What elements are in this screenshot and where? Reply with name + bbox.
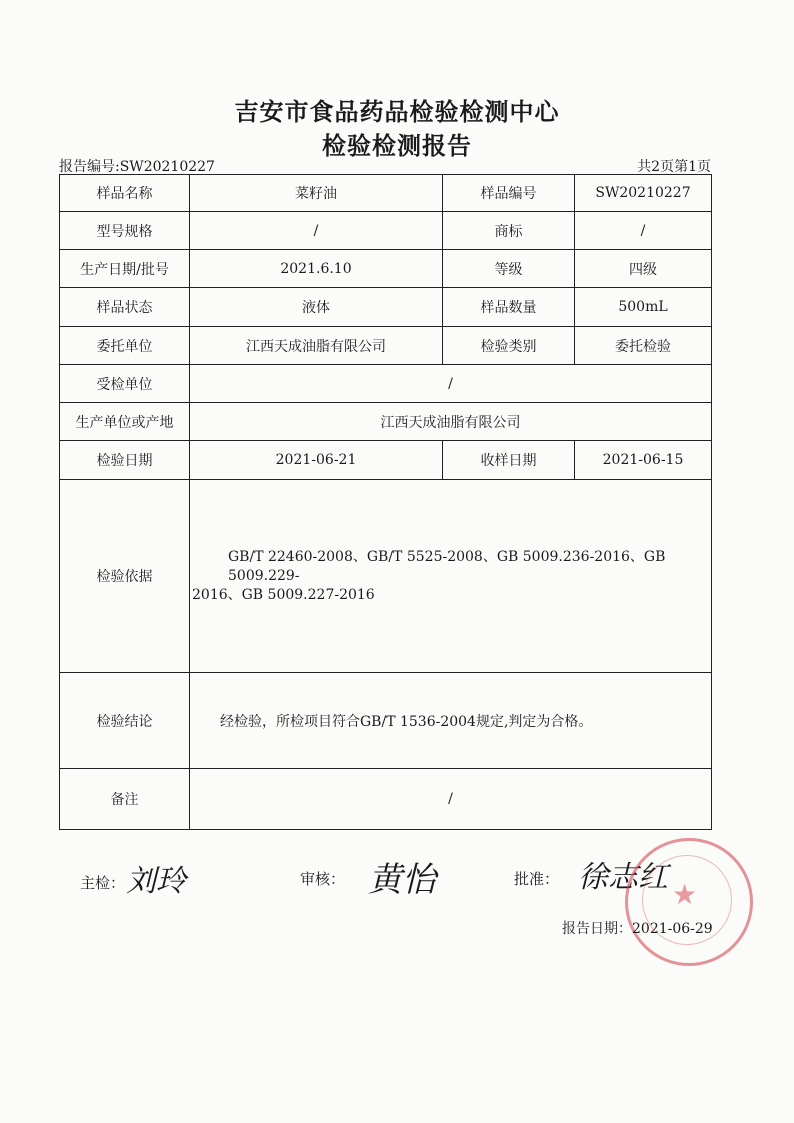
quantity-label: 样品数量 bbox=[443, 288, 575, 327]
receive-date-label: 收样日期 bbox=[443, 441, 575, 480]
receive-date-value: 2021-06-15 bbox=[575, 441, 712, 480]
report-subtitle: 检验检测报告 bbox=[322, 131, 472, 160]
remark-label: 备注 bbox=[60, 769, 190, 830]
state-value: 液体 bbox=[190, 288, 443, 327]
table-row bbox=[60, 403, 712, 441]
reviewer-signature: 黄怡 bbox=[368, 860, 436, 900]
table-row bbox=[60, 327, 712, 365]
quantity-value: 500mL bbox=[575, 288, 712, 327]
conclusion-label: 检验结论 bbox=[60, 673, 190, 769]
report-number: 报告编号:SW20210227 bbox=[59, 159, 215, 175]
table-row bbox=[60, 212, 712, 250]
table-row bbox=[60, 441, 712, 480]
client-value: 江西天成油脂有限公司 bbox=[190, 327, 443, 365]
brand-label: 商标 bbox=[443, 212, 575, 250]
table-row bbox=[60, 769, 712, 830]
table-row bbox=[60, 480, 712, 673]
grade-value: 四级 bbox=[575, 250, 712, 288]
prod-date-label: 生产日期/批号 bbox=[60, 250, 190, 288]
seal-star-icon: ★ bbox=[672, 878, 698, 911]
basis-line-2: 2016、GB 5009.227-2016 bbox=[192, 586, 375, 603]
table-row bbox=[60, 288, 712, 327]
state-label: 样品状态 bbox=[60, 288, 190, 327]
report-table bbox=[59, 174, 712, 830]
client-label: 委托单位 bbox=[60, 327, 190, 365]
remark-value: / bbox=[190, 769, 712, 830]
approver-label: 批准： bbox=[514, 870, 560, 888]
sample-no-value: SW20210227 bbox=[575, 175, 712, 212]
table-row bbox=[60, 673, 712, 769]
producer-value: 江西天成油脂有限公司 bbox=[190, 403, 712, 441]
model-value: / bbox=[190, 212, 443, 250]
approver-signature: 徐志红 bbox=[578, 860, 668, 895]
producer-label: 生产单位或产地 bbox=[60, 403, 190, 441]
inspector-label: 主检： bbox=[80, 874, 126, 892]
inspected-unit-value: / bbox=[190, 365, 712, 403]
test-type-value: 委托检验 bbox=[575, 327, 712, 365]
conclusion-value: 经检验，所检项目符合GB/T 1536-2004规定,判定为合格。 bbox=[190, 673, 712, 769]
table-row bbox=[60, 175, 712, 212]
brand-value: / bbox=[575, 212, 712, 250]
sample-name-value: 菜籽油 bbox=[190, 175, 443, 212]
reviewer-label: 审核： bbox=[300, 870, 346, 888]
test-type-label: 检验类别 bbox=[443, 327, 575, 365]
basis-value bbox=[190, 480, 712, 673]
basis-label: 检验依据 bbox=[60, 480, 190, 673]
sample-no-label: 样品编号 bbox=[443, 175, 575, 212]
model-label: 型号规格 bbox=[60, 212, 190, 250]
page-info: 共2页第1页 bbox=[637, 159, 711, 175]
report-title: 吉安市食品药品检验检测中心 bbox=[234, 97, 560, 126]
inspector-signature: 刘玲 bbox=[126, 864, 186, 899]
report-date: 报告日期：2021-06-29 bbox=[562, 921, 713, 937]
sample-name-label: 样品名称 bbox=[60, 175, 190, 212]
test-date-label: 检验日期 bbox=[60, 441, 190, 480]
test-date-value: 2021-06-21 bbox=[190, 441, 443, 480]
basis-line-1: GB/T 22460-2008、GB/T 5525-2008、GB 5009.236-2016、GB 5009.229- bbox=[228, 548, 666, 584]
grade-label: 等级 bbox=[443, 250, 575, 288]
table-row bbox=[60, 365, 712, 403]
prod-date-value: 2021.6.10 bbox=[190, 250, 443, 288]
table-row bbox=[60, 250, 712, 288]
inspected-unit-label: 受检单位 bbox=[60, 365, 190, 403]
